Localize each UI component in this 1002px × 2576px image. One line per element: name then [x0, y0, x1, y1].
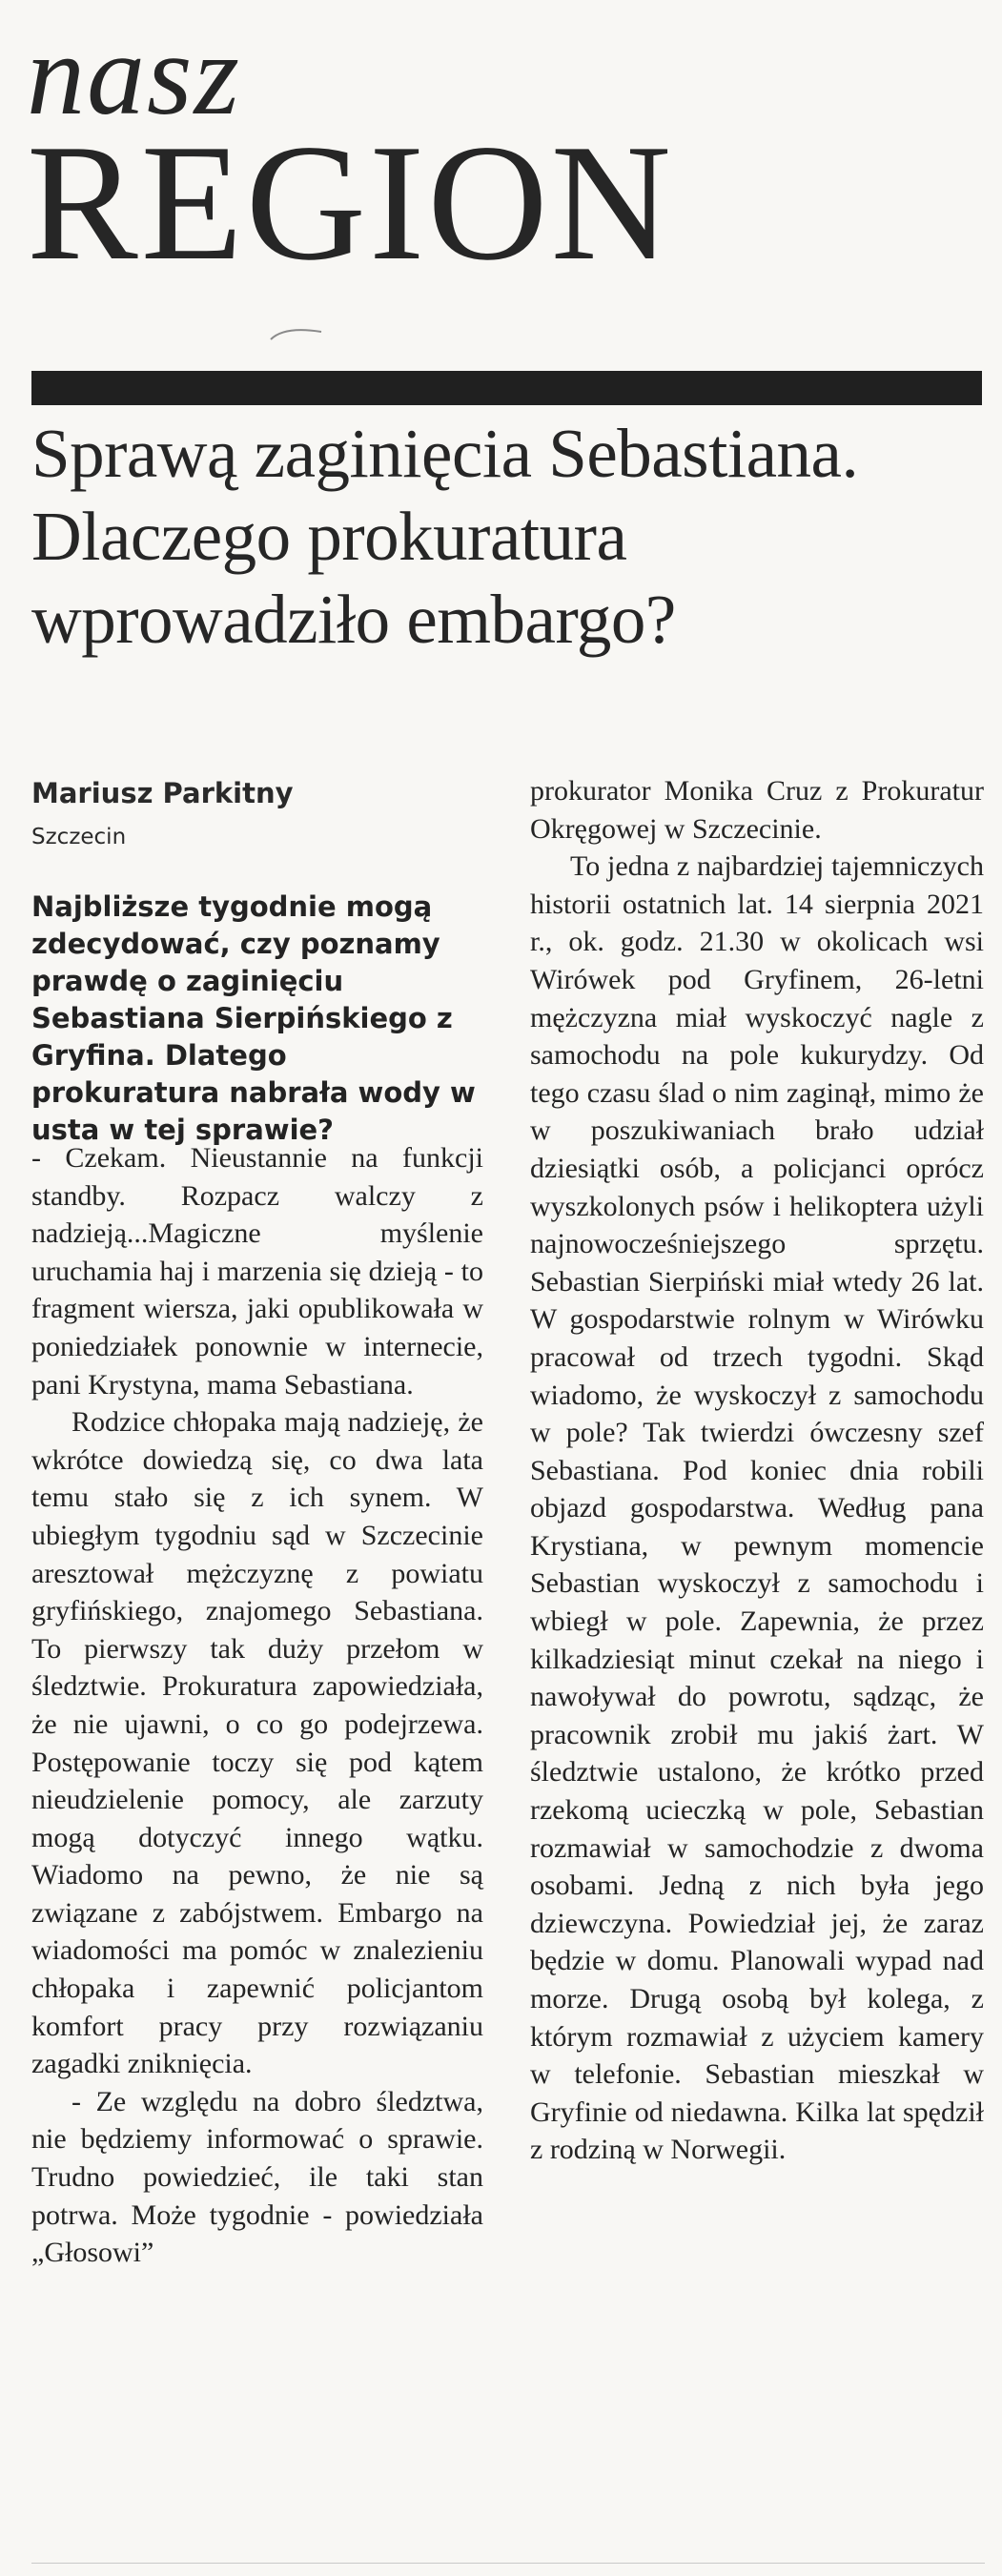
paragraph: prokurator Monika Cruz z Prokuratur Okręgowej w Szczecinie. — [530, 775, 984, 845]
headline-line-3: wprowadziło embargo? — [31, 581, 676, 658]
article-column-right — [530, 772, 984, 2169]
article-lead: Najbliższe tygodnie mogą zdecydować, czy poznamy prawdę o zaginięciu Sebastiana Sierpińskiego z Gryfina. Dlatego prokuratura nabrała wody w usta w tej sprawie? — [31, 890, 476, 1146]
article-headline — [31, 412, 975, 661]
article-column-left — [31, 1139, 483, 2272]
paragraph: To jedna z najbardziej tajemniczych historii ostatnich lat. 14 sierpnia 2021 r., ok. godz. 21.30 w okolicach wsi Wirówek pod Gryfinem, 26-letni mężczyzna miał wyskoczyć nagle z samochodu na pole kukurydzy. Od tego czasu ślad o nim zaginął, mimo że w poszukiwaniach brało udział dziesiątki osób, a policjanci oprócz wyszkolonych psów i helikoptera użyli najnowocześniejszego sprzętu. Sebastian Sierpiński miał wtedy 26 lat. W gospodarstwie rolnym w Wirówku pracował od trzech tygodni. Skąd wiadomo, że wyskoczył z samochodu w pole? Tak twierdzi ówczesny szef Sebastiana. Pod koniec dnia robili objazd gospodarstwa. Według pana Krystiana, w pewnym momencie Sebastian wyskoczył z samochodu i wbiegł w pole. Zapewnia, że przez kilkadziesiąt minut czekał na niego i nawoływał do powrotu, sądząc, że pracownik zrobił mu jakiś żart. W śledztwie ustalono, że krótko przed rzekomą ucieczką w pole, Sebastian rozmawiał w samochodzie z dwoma osobami. Jedną z nich była jego dziewczyna. Powiedział jej, że zaraz będzie w domu. Planowali wypad nad morze. Drugą osobą był kolega, z którym rozmawiał z użyciem kamery w telefonie. Sebastian mieszkał w Gryfinie od niedawna. Kilka lat spędził z rodziną w Norwegii. — [530, 850, 984, 2166]
author-location: Szczecin — [31, 825, 127, 849]
section-title-top: nasz — [27, 10, 241, 139]
paragraph: - Ze względu na dobro śledztwa, nie będziemy informować o sprawie. Trudno powiedzieć, ile taki stan potrwa. Może tygodnie - powiedziała „Głosowi” — [31, 2085, 483, 2269]
paragraph: Rodzice chłopaka mają nadzieję, że wkrótce dowiedzą się, co dwa lata temu stało się z ich synem. W ubiegłym tygodniu sąd w Szczecinie aresztował mężczyznę z powiatu gryfińskiego, znajomego Sebastiana. To pierwszy tak duży przełom w śledztwie. Prokuratura zapowiedziała, że nie ujawni, o co go podejrzewa. Postępowanie toczy się pod kątem nieudzielenie pomocy, ale zarzuty mogą dotyczyć innego wątku. Wiadomo na pewno, że nie są związane z zabójstwem. Embargo na wiadomości ma pomóc w znalezieniu chłopaka i zapewnić policjantom komfort pracy przy rozwiązaniu zagadki zniknięcia. — [31, 1406, 483, 2080]
author-name: Mariusz Parkitny — [31, 777, 294, 809]
section-title-bottom: REGION — [27, 110, 675, 295]
headline-line-2: Dlaczego prokuratura — [31, 498, 627, 575]
headline-line-1: Sprawą zaginięcia Sebastiana. — [31, 415, 859, 492]
bottom-rule — [31, 2563, 985, 2564]
paragraph: - Czekam. Nieustannie na funkcji standby. Rozpacz walczy z nadzieją...Magiczne myślenie uruchamia haj i marzenia się dzieją - to fragment wiersza, jaki opublikowała w poniedziałek ponownie w internecie, pani Krystyna, mama Sebastiana. — [31, 1142, 483, 1400]
section-rule — [31, 371, 982, 405]
pen-mark — [269, 322, 336, 351]
